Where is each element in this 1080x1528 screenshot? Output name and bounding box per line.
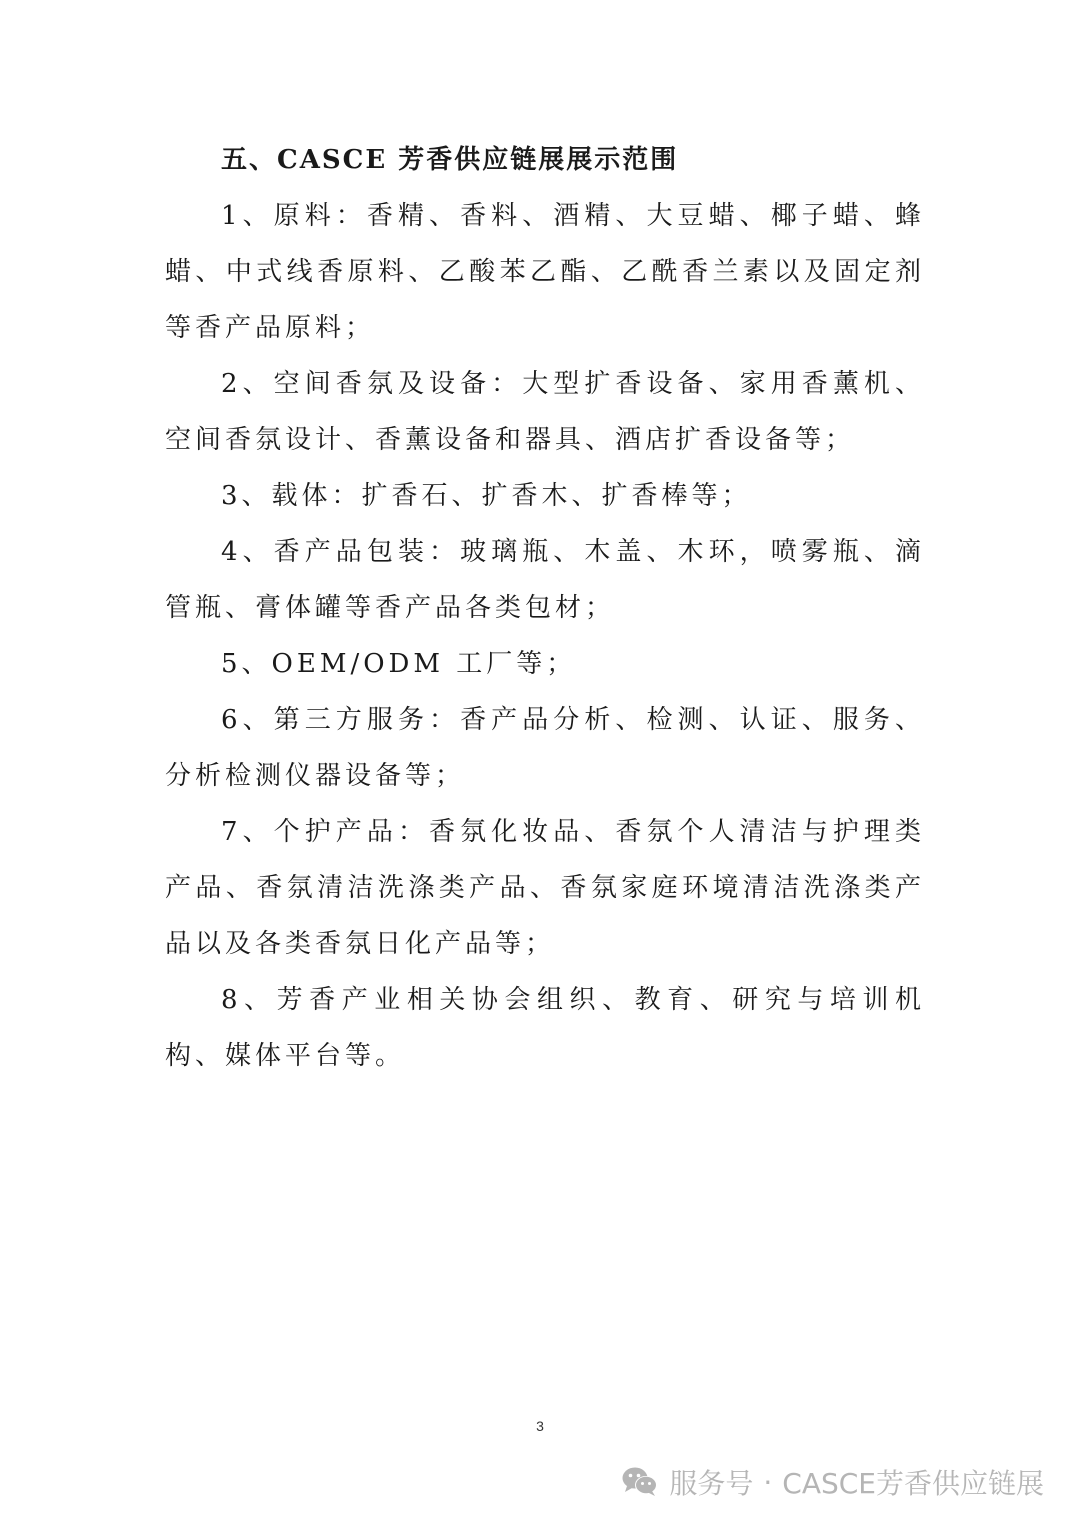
document-body [165,132,925,1084]
watermark-prefix: 服务号 [669,1467,754,1500]
wechat-watermark [621,1462,1044,1502]
paragraph-carriers: 3、载体：扩香石、扩香木、扩香棒等； [221,481,752,511]
paragraph-oem-odm: 5、OEM/ODM 工厂等； [221,649,577,679]
paragraph-personal-care: 7、个护产品：香氛化妆品、香氛个人清洁与护理类产品、香氛清洁洗涤类产品、香氛家庭环境清洁洗涤类产品以及各类香氛日化产品等； [165,817,925,959]
paragraph-raw-materials: 1、原料：香精、香料、酒精、大豆蜡、椰子蜡、蜂蜡、中式线香原料、乙酸苯乙酯、乙酰香兰素以及固定剂等香产品原料； [165,201,925,343]
paragraph-associations: 8、芳香产业相关协会组织、教育、研究与培训机构、媒体平台等。 [165,985,925,1071]
paragraph-space-fragrance: 2、空间香氛及设备：大型扩香设备、家用香薰机、空间香氛设计、香薰设备和器具、酒店扩香设备等； [165,369,925,455]
paragraph-packaging: 4、香产品包装：玻璃瓶、木盖、木环，喷雾瓶、滴管瓶、膏体罐等香产品各类包材； [165,537,925,623]
watermark-account: CASCE芳香供应链展 [782,1467,1044,1500]
wechat-icon [621,1466,659,1498]
page-number: 3 [536,1418,544,1434]
paragraph-third-party: 6、第三方服务：香产品分析、检测、认证、服务、分析检测仪器设备等； [165,705,925,791]
section-heading: 五、CASCE 芳香供应链展展示范围 [221,145,679,175]
watermark-separator: · [763,1465,773,1499]
